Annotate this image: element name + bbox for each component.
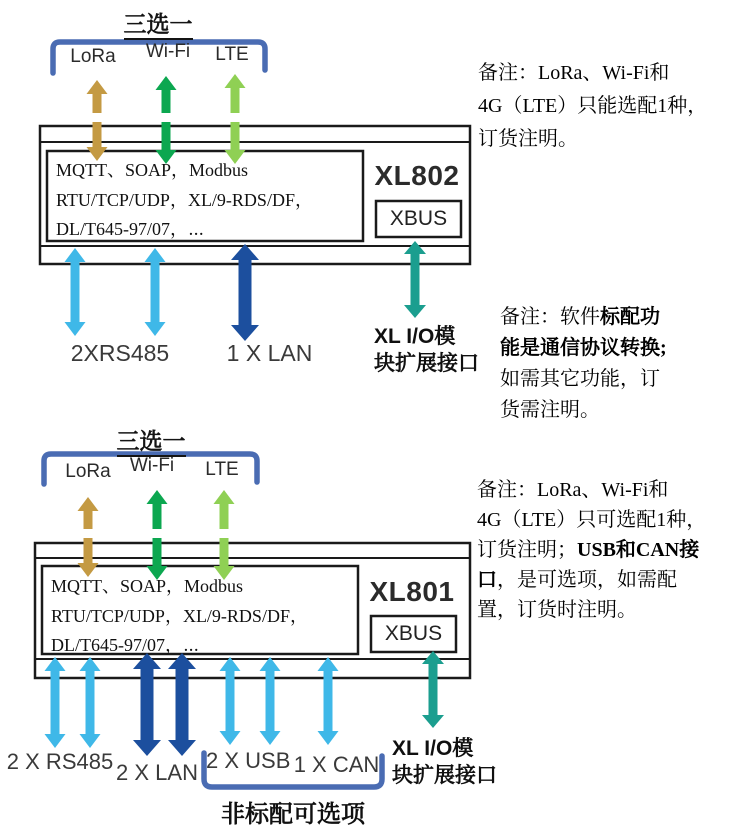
xl802-lte-arrow-up bbox=[225, 74, 246, 113]
xl801-lan-arrow-1 bbox=[133, 653, 161, 756]
xl802-option-wifi: Wi-Fi bbox=[145, 41, 191, 62]
xl802-lan-arrow bbox=[231, 244, 259, 341]
xl802-option-lte: LTE bbox=[215, 44, 249, 65]
xl801-io-expansion-arrow bbox=[422, 651, 444, 728]
note-line: 置，订货时注明。 bbox=[477, 599, 637, 621]
xl801-usb-arrow-1 bbox=[220, 657, 241, 745]
xl801-io-expansion-label: XL I/O模 块扩展接口 bbox=[392, 737, 497, 787]
xl801-lora-arrow-up bbox=[78, 497, 99, 529]
xl801-rs485-arrow-1 bbox=[45, 657, 66, 748]
note-line: 订货注明；USB和CAN接 bbox=[477, 539, 700, 561]
note-line: 订货注明。 bbox=[478, 128, 578, 150]
xl801-protocol-text: MQTT、SOAP，Modbus RTU/TCP/UDP，XL/9-RDS/DF， DL/T645-97/07，⋯ bbox=[51, 576, 308, 655]
remark-note-2 bbox=[500, 302, 735, 426]
note-line: 4G（LTE）只可选配1种， bbox=[477, 509, 707, 531]
xl801-option-lora: LoRa bbox=[65, 461, 111, 482]
note-line: 货需注明。 bbox=[500, 399, 600, 421]
note-line: 4G（LTE）只能选配1种， bbox=[478, 95, 708, 117]
note-line: 如需其它功能，订 bbox=[500, 368, 660, 390]
xl802-rs485-arrow-2 bbox=[145, 248, 166, 336]
xl802-io-expansion-label: XL I/O模 块扩展接口 bbox=[374, 325, 479, 375]
xl801-chooser-title: 三选一 bbox=[111, 423, 191, 456]
xl801-wifi-arrow-up bbox=[147, 490, 168, 529]
xl802-io-expansion-arrow bbox=[404, 241, 426, 318]
note-line: 备注：LoRa、Wi-Fi和 bbox=[477, 479, 669, 501]
xl801-xbus-label: XBUS bbox=[384, 622, 443, 645]
xl801-lan-label: 2 X LAN bbox=[116, 760, 198, 785]
xl802-protocol-text: MQTT、SOAP，Modbus RTU/TCP/UDP，XL/9-RDS/DF， DL/T645-97/07，⋯ bbox=[56, 160, 313, 239]
xl802-rs485-arrow-1 bbox=[65, 248, 86, 336]
xl801-rs485-label: 2 X RS485 bbox=[6, 749, 114, 774]
xl802-xbus-label: XBUS bbox=[389, 207, 448, 230]
remark-note-3 bbox=[477, 475, 750, 625]
note-line: 备注：软件标配功 bbox=[500, 306, 660, 328]
xl801-lte-arrow-up bbox=[214, 490, 235, 529]
xl801-can-arrow bbox=[318, 657, 339, 745]
note-line: 备注：LoRa、Wi-Fi和 bbox=[478, 62, 670, 84]
xl801-rs485-arrow-2 bbox=[80, 657, 101, 748]
xl802-wifi-arrow-up bbox=[156, 76, 177, 113]
xl802-option-lora: LoRa bbox=[70, 46, 116, 67]
xl802-rs485-label: 2XRS485 bbox=[70, 340, 170, 366]
xl802-lan-label: 1 X LAN bbox=[226, 340, 313, 366]
xl801-usb-label: 2 X USB bbox=[206, 748, 291, 773]
xl801-option-lte: LTE bbox=[205, 459, 239, 480]
xl801-option-wifi: Wi-Fi bbox=[129, 455, 175, 476]
xl801-can-label: 1 X CAN bbox=[293, 752, 380, 777]
note-line: 能是通信协议转换; bbox=[500, 337, 667, 359]
xl801-usb-arrow-2 bbox=[260, 657, 281, 745]
note-line: 口，是可选项，如需配 bbox=[477, 569, 677, 591]
remark-note-1 bbox=[478, 57, 750, 156]
xl801-model-label: XL801 bbox=[369, 576, 455, 607]
xl802-lora-arrow-up bbox=[87, 80, 108, 113]
xl802-model-label: XL802 bbox=[374, 160, 460, 191]
xl801-optional-label: 非标配可选项 bbox=[221, 801, 365, 828]
xl802-chooser-title: 三选一 bbox=[118, 6, 198, 39]
xl801-lan-arrow-2 bbox=[168, 653, 196, 756]
